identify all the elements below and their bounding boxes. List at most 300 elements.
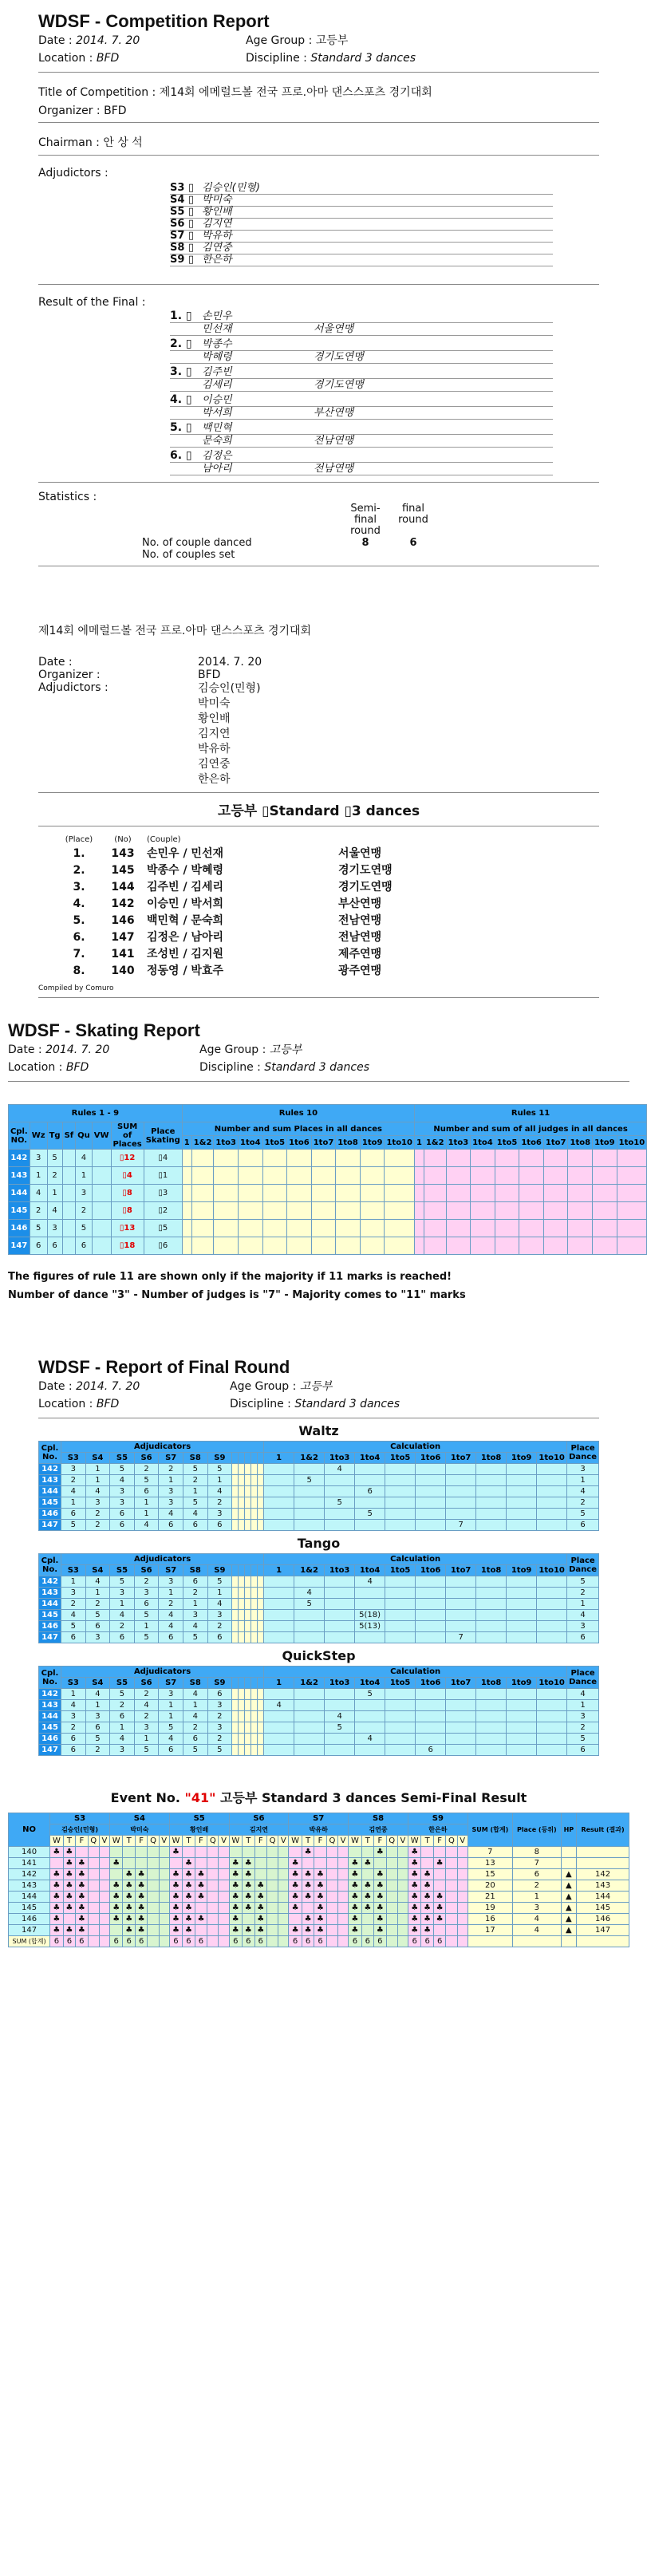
rule-10-cell: [311, 1220, 336, 1237]
semi-sum-cell: 7: [467, 1847, 512, 1858]
semi-mark-cell: [457, 1858, 467, 1869]
semi-mark-cell: [266, 1869, 278, 1880]
club-mark-icon: ♣: [433, 1858, 445, 1869]
semi-mark-cell: [397, 1914, 408, 1925]
adj-mark-cell: 6: [110, 1632, 135, 1643]
adj-mark-cell: 3: [110, 1745, 135, 1756]
rule-10-cell: [214, 1167, 239, 1185]
place-cell: ▯5: [144, 1220, 182, 1237]
adj-mark-cell: 4: [183, 1689, 207, 1700]
semi-mark-cell: [183, 1847, 195, 1858]
blank-cell: [258, 1621, 264, 1632]
adj-mark-cell: 4: [159, 1621, 183, 1632]
adj-mark-cell: 5: [183, 1632, 207, 1643]
calc-cell: [446, 1497, 476, 1509]
semi-mark-cell: [99, 1914, 109, 1925]
adj-code-header: S8: [183, 1678, 207, 1689]
dance-place-cell: 3: [47, 1220, 62, 1237]
blank-cell: [251, 1689, 258, 1700]
club-mark-icon: ♣: [195, 1880, 207, 1892]
calc-cell: [355, 1464, 385, 1475]
dance-place-cell: 3: [30, 1150, 47, 1167]
rule-11-cell: [543, 1150, 568, 1167]
adj-code-header: S6: [134, 1453, 159, 1464]
semi-col-header: SUM (합계): [467, 1813, 512, 1847]
club-mark-icon: ♣: [169, 1869, 182, 1880]
summary-no: 142: [111, 897, 135, 910]
semi-sum-value: [386, 1936, 397, 1947]
rule-11-cell: [495, 1150, 519, 1167]
club-mark-icon: ♣: [229, 1858, 242, 1869]
calc-col-header: 1to4: [238, 1136, 262, 1150]
judge-code-header: S8: [349, 1813, 408, 1825]
club-mark-icon: ♣: [135, 1892, 147, 1903]
note-majority: Number of dance "3" - Number of judges is "7" - Majority comes to "11" marks: [8, 1289, 466, 1301]
semi-mark-cell: [446, 1892, 457, 1903]
adj-mark-cell: 2: [159, 1464, 183, 1475]
semi-result-cell: 144: [577, 1892, 629, 1903]
calc-cell: [476, 1734, 507, 1745]
adj-mark-cell: 1: [134, 1621, 159, 1632]
calc-cell: [507, 1711, 537, 1722]
blank-cell: [245, 1520, 251, 1531]
semi-mark-cell: [207, 1914, 219, 1925]
rule-10-cell: [385, 1202, 415, 1220]
adj-mark-cell: 3: [85, 1711, 110, 1722]
club-mark-icon: ♣: [243, 1858, 254, 1869]
adj-mark-cell: 2: [134, 1576, 159, 1588]
blank-cell: [258, 1497, 264, 1509]
summary-adjudicator: 김지연: [198, 728, 231, 740]
adj-mark-cell: 5: [207, 1745, 232, 1756]
blank-cell: [239, 1711, 245, 1722]
calc-cell: [294, 1632, 325, 1643]
semi-mark-cell: [278, 1847, 289, 1858]
judge-name-header: 박미숙: [109, 1825, 169, 1836]
club-mark-icon: ♣: [50, 1880, 63, 1892]
semi-mark-cell: [278, 1880, 289, 1892]
competition-report: [0, 0, 637, 566]
adjudicator-name: 김승인(민형): [202, 182, 260, 194]
blank-cell: [258, 1588, 264, 1599]
calc-cell: [537, 1632, 567, 1643]
adj-mark-cell: 3: [110, 1497, 135, 1509]
rule-10-cell: [360, 1185, 385, 1202]
adj-mark-cell: 6: [61, 1734, 86, 1745]
rule-10-cell: [238, 1150, 262, 1167]
skating-row: [9, 1167, 647, 1185]
dance-place-cell: [62, 1220, 76, 1237]
adj-mark-cell: 6: [159, 1632, 183, 1643]
rule-11-cell: [424, 1237, 446, 1255]
club-mark-icon: ♣: [109, 1914, 122, 1925]
adj-mark-cell: 5: [183, 1464, 207, 1475]
calc-cell: [355, 1599, 385, 1610]
semi-mark-cell: [289, 1914, 302, 1925]
club-mark-icon: ♣: [421, 1892, 433, 1903]
cpl-cell: 143: [39, 1588, 61, 1599]
calc-cell: 5(18): [355, 1610, 385, 1621]
dance-letter-header: V: [397, 1836, 408, 1847]
blank-header: [258, 1453, 264, 1464]
summary-head: [59, 834, 599, 846]
club-mark-icon: ♣: [76, 1914, 88, 1925]
calc-cell: [537, 1576, 567, 1588]
semi-mark-cell: [266, 1858, 278, 1869]
semi-mark-cell: [266, 1880, 278, 1892]
calc-col-header: 1to3: [325, 1678, 355, 1689]
club-mark-icon: ♣: [63, 1858, 75, 1869]
rule-10-cell: [385, 1167, 415, 1185]
blank-cell: [245, 1734, 251, 1745]
semi-mark-cell: [88, 1914, 99, 1925]
semi-row: [9, 1914, 629, 1925]
blank-cell: [232, 1486, 239, 1497]
adj-mark-cell: 3: [207, 1509, 232, 1520]
adj-code-header: S4: [85, 1565, 110, 1576]
sum-cell: ▯13: [111, 1220, 144, 1237]
club-mark-icon: ♣: [314, 1914, 326, 1925]
semi-sum-value: 6: [433, 1936, 445, 1947]
semi-mark-cell: [243, 1914, 254, 1925]
rule-11-cell: [519, 1150, 544, 1167]
calc-cell: [476, 1520, 507, 1531]
blank-cell: [251, 1734, 258, 1745]
rule-11-cell: [617, 1237, 647, 1255]
dance-letter-header: V: [99, 1836, 109, 1847]
rule-11-cell: [519, 1220, 544, 1237]
summary-row: [59, 862, 599, 879]
follower-name: 박서희: [202, 407, 232, 419]
calc-cell: 5: [294, 1475, 325, 1486]
summary-adjudicator: 김승인(민형): [198, 682, 261, 695]
semi-mark-cell: [159, 1869, 169, 1880]
semi-mark-cell: [397, 1925, 408, 1936]
semi-mark-cell: [148, 1880, 159, 1892]
adj-code-header: S6: [134, 1678, 159, 1689]
adjudicators-label: Adjudictors :: [38, 167, 108, 179]
semi-sum-value: 6: [408, 1936, 420, 1947]
calc-col-header: 1to4: [355, 1678, 385, 1689]
blank-cell: [577, 1936, 629, 1947]
semi-mark-cell: [457, 1869, 467, 1880]
statistics-grid: [142, 503, 599, 561]
blank-cell: [239, 1700, 245, 1711]
club-mark-icon: ♣: [195, 1892, 207, 1903]
dance-title: Waltz: [298, 1423, 339, 1438]
calc-col-header: 1to3: [325, 1565, 355, 1576]
adj-mark-cell: 4: [85, 1576, 110, 1588]
club-mark-icon: ♣: [302, 1869, 314, 1880]
club-mark-icon: ♣: [254, 1914, 266, 1925]
dance-place-cell: [62, 1185, 76, 1202]
event-no: "41": [184, 1790, 216, 1805]
dance-place-cell: 1: [47, 1185, 62, 1202]
rule-10-cell: [385, 1185, 415, 1202]
summary-club: 광주연맹: [338, 965, 382, 977]
calc-cell: [476, 1464, 507, 1475]
calc-cell: [325, 1734, 355, 1745]
summary-place: 7.: [73, 948, 85, 961]
adj-code-header: S9: [207, 1453, 232, 1464]
skating-header-row: [9, 1105, 647, 1122]
calc-cell: [325, 1700, 355, 1711]
place-dance-cell: 5: [567, 1509, 599, 1520]
rule-10-cell: [182, 1220, 191, 1237]
calc-cell: [476, 1711, 507, 1722]
skating-report: [0, 1020, 645, 1301]
summary: [0, 622, 637, 998]
calc-cell: [385, 1520, 416, 1531]
place-header: Place Skating: [144, 1122, 182, 1150]
adj-mark-cell: 5: [134, 1632, 159, 1643]
blank-cell: [232, 1475, 239, 1486]
club-mark-icon: ♣: [63, 1903, 75, 1914]
blank-cell: [232, 1700, 239, 1711]
club-mark-icon: ♣: [109, 1858, 122, 1869]
semi-mark-cell: [195, 1903, 207, 1914]
calc-cell: [294, 1464, 325, 1475]
calc-col-header: 1to7: [446, 1565, 476, 1576]
adjudicator-code: S3 ▯: [170, 182, 195, 194]
semi-mark-cell: [254, 1858, 266, 1869]
calc-cell: [446, 1599, 476, 1610]
summary-no: 143: [111, 847, 135, 860]
semi-sum-value: 6: [63, 1936, 75, 1947]
club-mark-icon: ♣: [63, 1847, 75, 1858]
rules-11-header: Rules 11: [414, 1105, 646, 1122]
place-dance-cell: 6: [567, 1520, 599, 1531]
calc-cell: [416, 1689, 446, 1700]
dance-letter-header: Q: [386, 1836, 397, 1847]
semi-mark-cell: [278, 1858, 289, 1869]
spacer: [170, 463, 202, 475]
semi-mark-cell: [50, 1858, 63, 1869]
follower-name: 김세리: [202, 379, 232, 391]
final-result-line: [170, 310, 553, 323]
rule-10-cell: [311, 1150, 336, 1167]
calc-cell: [476, 1576, 507, 1588]
adj-mark-cell: 6: [183, 1734, 207, 1745]
club-mark-icon: ♣: [135, 1914, 147, 1925]
calc-cell: [416, 1464, 446, 1475]
club-mark-icon: ♣: [289, 1925, 302, 1936]
spacer: [170, 323, 202, 335]
adj-mark-cell: 6: [207, 1689, 232, 1700]
rule-10-cell: [262, 1167, 287, 1185]
adj-mark-cell: 1: [85, 1464, 110, 1475]
adj-mark-cell: 3: [207, 1610, 232, 1621]
adj-mark-cell: 6: [134, 1599, 159, 1610]
blank-cell: [258, 1722, 264, 1734]
col-couple: (Couple): [147, 835, 181, 844]
rule-11-cell: [414, 1185, 424, 1202]
blank-cell: [232, 1576, 239, 1588]
summary-date-row: [38, 656, 599, 669]
semi-col-header: Result (결과): [577, 1813, 629, 1847]
blank-cell: [232, 1722, 239, 1734]
dance-place-cell: 1: [76, 1167, 93, 1185]
calc-cell: [507, 1745, 537, 1756]
blank-header: [232, 1678, 239, 1689]
semi-mark-cell: [159, 1858, 169, 1869]
adj-mark-cell: 3: [159, 1486, 183, 1497]
semi-mark-cell: [88, 1892, 99, 1903]
adj-mark-cell: 1: [85, 1700, 110, 1711]
calc-cell: 5: [355, 1509, 385, 1520]
summary-adjudicator: 황인배: [198, 712, 231, 725]
calc-cell: [294, 1509, 325, 1520]
report-title: WDSF - Competition Report: [38, 11, 270, 31]
semi-mark-cell: [278, 1903, 289, 1914]
club-mark-icon: ♣: [135, 1903, 147, 1914]
dance-place-cell: 5: [76, 1220, 93, 1237]
blank-cell: [232, 1745, 239, 1756]
semi-sum-value: 6: [109, 1936, 122, 1947]
blank-cell: [258, 1599, 264, 1610]
calc-cell: 4: [355, 1734, 385, 1745]
follower-name: 민선재: [202, 323, 232, 335]
cpl-cell: 142: [39, 1689, 61, 1700]
semi-sum-value: 6: [169, 1936, 182, 1947]
adj-code-header: S7: [159, 1453, 183, 1464]
blank-cell: [245, 1464, 251, 1475]
rule-10-cell: [262, 1150, 287, 1167]
blank-cell: [245, 1486, 251, 1497]
semi-mark-cell: [446, 1869, 457, 1880]
club-mark-icon: ♣: [254, 1892, 266, 1903]
blank-header: [245, 1678, 251, 1689]
rule-10-cell: [336, 1220, 361, 1237]
calc-cell: [446, 1689, 476, 1700]
blank-cell: [251, 1464, 258, 1475]
calc-cell: 7: [446, 1632, 476, 1643]
calc-cell: [416, 1486, 446, 1497]
calc-cell: [416, 1734, 446, 1745]
semi-sum-cell: 15: [467, 1869, 512, 1880]
dance-letter-header: F: [433, 1836, 445, 1847]
calc-cell: [507, 1486, 537, 1497]
adj-mark-cell: 5: [183, 1745, 207, 1756]
adj-mark-cell: 6: [159, 1745, 183, 1756]
blank-cell: [232, 1588, 239, 1599]
semi-mark-cell: [446, 1858, 457, 1869]
rule-11-cell: [414, 1150, 424, 1167]
adj-code-header: S8: [183, 1453, 207, 1464]
dance-row: [39, 1745, 599, 1756]
adj-mark-cell: 1: [159, 1588, 183, 1599]
calc-col-header: 1: [264, 1565, 294, 1576]
club-mark-icon: ♣: [361, 1880, 373, 1892]
calc-cell: [385, 1464, 416, 1475]
club-mark-icon: ♣: [123, 1903, 135, 1914]
adj-mark-cell: 6: [207, 1520, 232, 1531]
club-mark-icon: ♣: [408, 1880, 420, 1892]
dance-place-cell: 4: [47, 1202, 62, 1220]
dance-letter-header: T: [302, 1836, 314, 1847]
judge-name-header: 김지연: [229, 1825, 289, 1836]
dance-letter-header: W: [229, 1836, 242, 1847]
summary-adj-list: [198, 681, 261, 787]
calc-cell: [507, 1689, 537, 1700]
blank-header: [232, 1565, 239, 1576]
dance-row: [39, 1576, 599, 1588]
adjudicator-row: [170, 207, 553, 219]
rule-11-cell: [617, 1167, 647, 1185]
calc-cell: [264, 1734, 294, 1745]
dance-place-cell: [62, 1167, 76, 1185]
sum-cell: ▯18: [111, 1237, 144, 1255]
semi-mark-cell: [99, 1892, 109, 1903]
final-result-line: [170, 422, 553, 435]
calc-cell: [537, 1711, 567, 1722]
summary-club: 경기도연맹: [338, 881, 393, 894]
calc-cell: [476, 1632, 507, 1643]
final-result-line: [170, 338, 553, 351]
summary-organizer-row: [38, 669, 599, 681]
final-result-line: [170, 463, 553, 475]
semi-mark-cell: [135, 1847, 147, 1858]
calc-cell: [385, 1700, 416, 1711]
semi-sum-value: 6: [243, 1936, 254, 1947]
adj-mark-cell: 6: [110, 1509, 135, 1520]
club-mark-icon: ♣: [421, 1925, 433, 1936]
blank-header: [251, 1453, 258, 1464]
semi-place-cell: 3: [513, 1903, 562, 1914]
calc-col-header: 1to7: [543, 1136, 568, 1150]
final-result-entry: [170, 366, 553, 392]
club-mark-icon: ♣: [243, 1880, 254, 1892]
skating-date-row: [8, 1041, 629, 1059]
club-mark-icon: ♣: [349, 1925, 361, 1936]
dance-place-cell: 6: [47, 1237, 62, 1255]
club-mark-icon: ♣: [254, 1925, 266, 1936]
cpl-cell: 145: [9, 1202, 30, 1220]
club-mark-icon: ♣: [63, 1880, 75, 1892]
semi-place-cell: 2: [513, 1880, 562, 1892]
semi-mark-cell: [433, 1869, 445, 1880]
semi-mark-cell: [386, 1858, 397, 1869]
cpl-cell: 145: [39, 1722, 61, 1734]
adj-mark-cell: 1: [207, 1588, 232, 1599]
rule-11-cell: [495, 1220, 519, 1237]
blank-cell: [251, 1711, 258, 1722]
age-group-label: Age Group :: [199, 1043, 266, 1056]
semi-mark-cell: [457, 1903, 467, 1914]
adj-mark-cell: 6: [159, 1520, 183, 1531]
adj-mark-cell: 6: [85, 1722, 110, 1734]
rule-10-cell: [287, 1220, 312, 1237]
dance-row: [39, 1700, 599, 1711]
adj-mark-cell: 2: [61, 1475, 86, 1486]
calc-col-header: 1to9: [507, 1565, 537, 1576]
club-mark-icon: ♣: [169, 1903, 182, 1914]
cpl-cell: 143: [39, 1475, 61, 1486]
adjudicator-code: S4 ▯: [170, 194, 195, 206]
calc-cell: [476, 1621, 507, 1632]
semi-result-cell: 146: [577, 1914, 629, 1925]
judge-code-header: S4: [109, 1813, 169, 1825]
rule-10-cell: [238, 1167, 262, 1185]
calc-cell: [355, 1520, 385, 1531]
blank-cell: [245, 1745, 251, 1756]
stat-semi: [341, 549, 389, 561]
final-date-row: [38, 1378, 599, 1395]
calc-cell: [446, 1588, 476, 1599]
semi-final-header: Semi-final round: [350, 503, 381, 537]
place-dance-cell: 1: [567, 1599, 599, 1610]
semi-mark-cell: [219, 1914, 229, 1925]
